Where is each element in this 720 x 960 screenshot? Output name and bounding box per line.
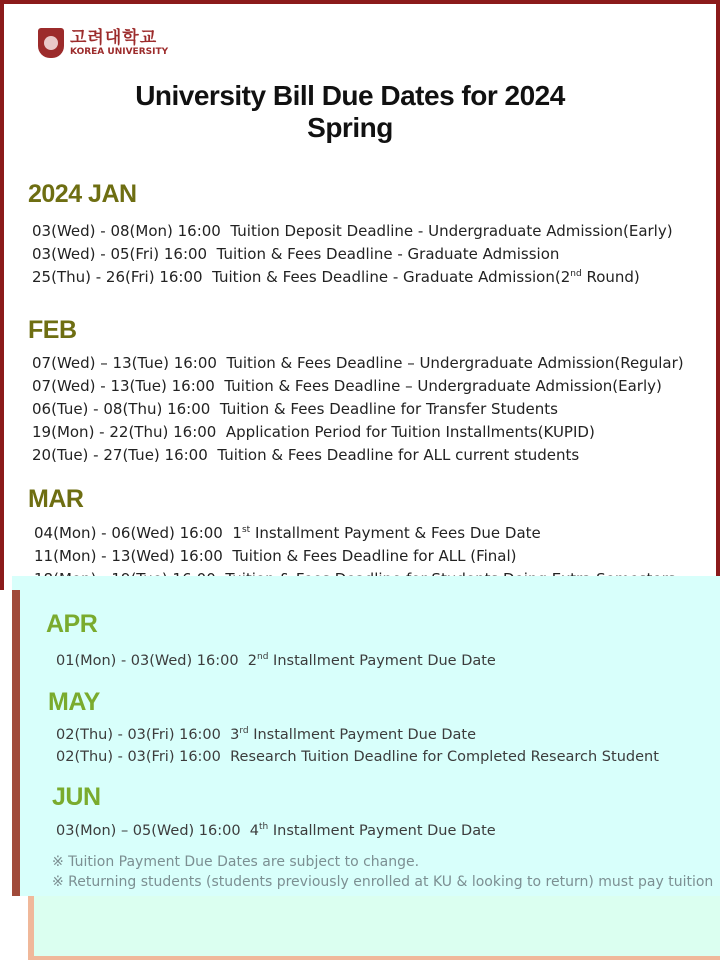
- schedule-item: 11(Mon) - 13(Wed) 16:00 Tuition & Fees Deadline for ALL (Final): [34, 547, 517, 565]
- university-logo: [38, 28, 168, 58]
- schedule-item: 02(Thu) - 03(Fri) 16:00 3rd Installment Payment Due Date: [56, 726, 477, 743]
- month-heading-mar: MAR: [28, 485, 84, 513]
- footer-band: [28, 896, 720, 960]
- month-heading-jan: 2024 JAN: [28, 180, 137, 208]
- crest-icon: [38, 28, 64, 58]
- schedule-item: 02(Thu) - 03(Fri) 16:00 Research Tuition Deadline for Completed Research Student: [56, 749, 659, 765]
- schedule-item: 25(Thu) - 26(Fri) 16:00 Tuition & Fees Deadline - Graduate Admission(2nd Round): [32, 268, 640, 286]
- schedule-item: 04(Mon) - 06(Wed) 16:00 1st Installment Payment & Fees Due Date: [34, 524, 541, 542]
- note-change: ※ Tuition Payment Due Dates are subject to change.: [52, 854, 420, 870]
- schedule-item: 06(Tue) - 08(Thu) 16:00 Tuition & Fees Deadline for Transfer Students: [32, 400, 558, 418]
- schedule-item: 20(Tue) - 27(Tue) 16:00 Tuition & Fees Deadline for ALL current students: [32, 446, 580, 464]
- month-heading-apr: APR: [46, 610, 98, 638]
- month-heading-jun: JUN: [52, 783, 101, 811]
- schedule-item: 03(Wed) - 08(Mon) 16:00 Tuition Deposit Deadline - Undergraduate Admission(Early): [32, 222, 673, 240]
- month-heading-feb: FEB: [28, 316, 77, 344]
- schedule-item: 19(Mon) - 22(Thu) 16:00 Application Period for Tuition Installments(KUPID): [32, 423, 595, 441]
- page-title: University Bill Due Dates for 2024 Spring: [135, 80, 565, 143]
- schedule-item: 01(Mon) - 03(Wed) 16:00 2nd Installment Payment Due Date: [56, 652, 496, 669]
- logo-korean: 고려대학교: [70, 28, 158, 48]
- schedule-item: 07(Wed) – 13(Tue) 16:00 Tuition & Fees Deadline – Undergraduate Admission(Regular): [32, 354, 684, 372]
- schedule-item: 07(Wed) - 13(Tue) 16:00 Tuition & Fees Deadline – Undergraduate Admission(Early): [32, 377, 662, 395]
- footer-bottom-edge: [28, 956, 720, 960]
- note-returning: ※ Returning students (students previously enrolled at KU & looking to return) must pay tuition: [52, 874, 714, 890]
- month-heading-may: MAY: [48, 688, 100, 716]
- schedule-item: 03(Mon) – 05(Wed) 16:00 4th Installment Payment Due Date: [56, 822, 496, 839]
- logo-english: KOREA UNIVERSITY: [70, 47, 169, 57]
- panel-edge: [12, 590, 20, 896]
- footer-edge: [28, 896, 34, 960]
- schedule-item: 03(Wed) - 05(Fri) 16:00 Tuition & Fees Deadline - Graduate Admission: [32, 245, 560, 263]
